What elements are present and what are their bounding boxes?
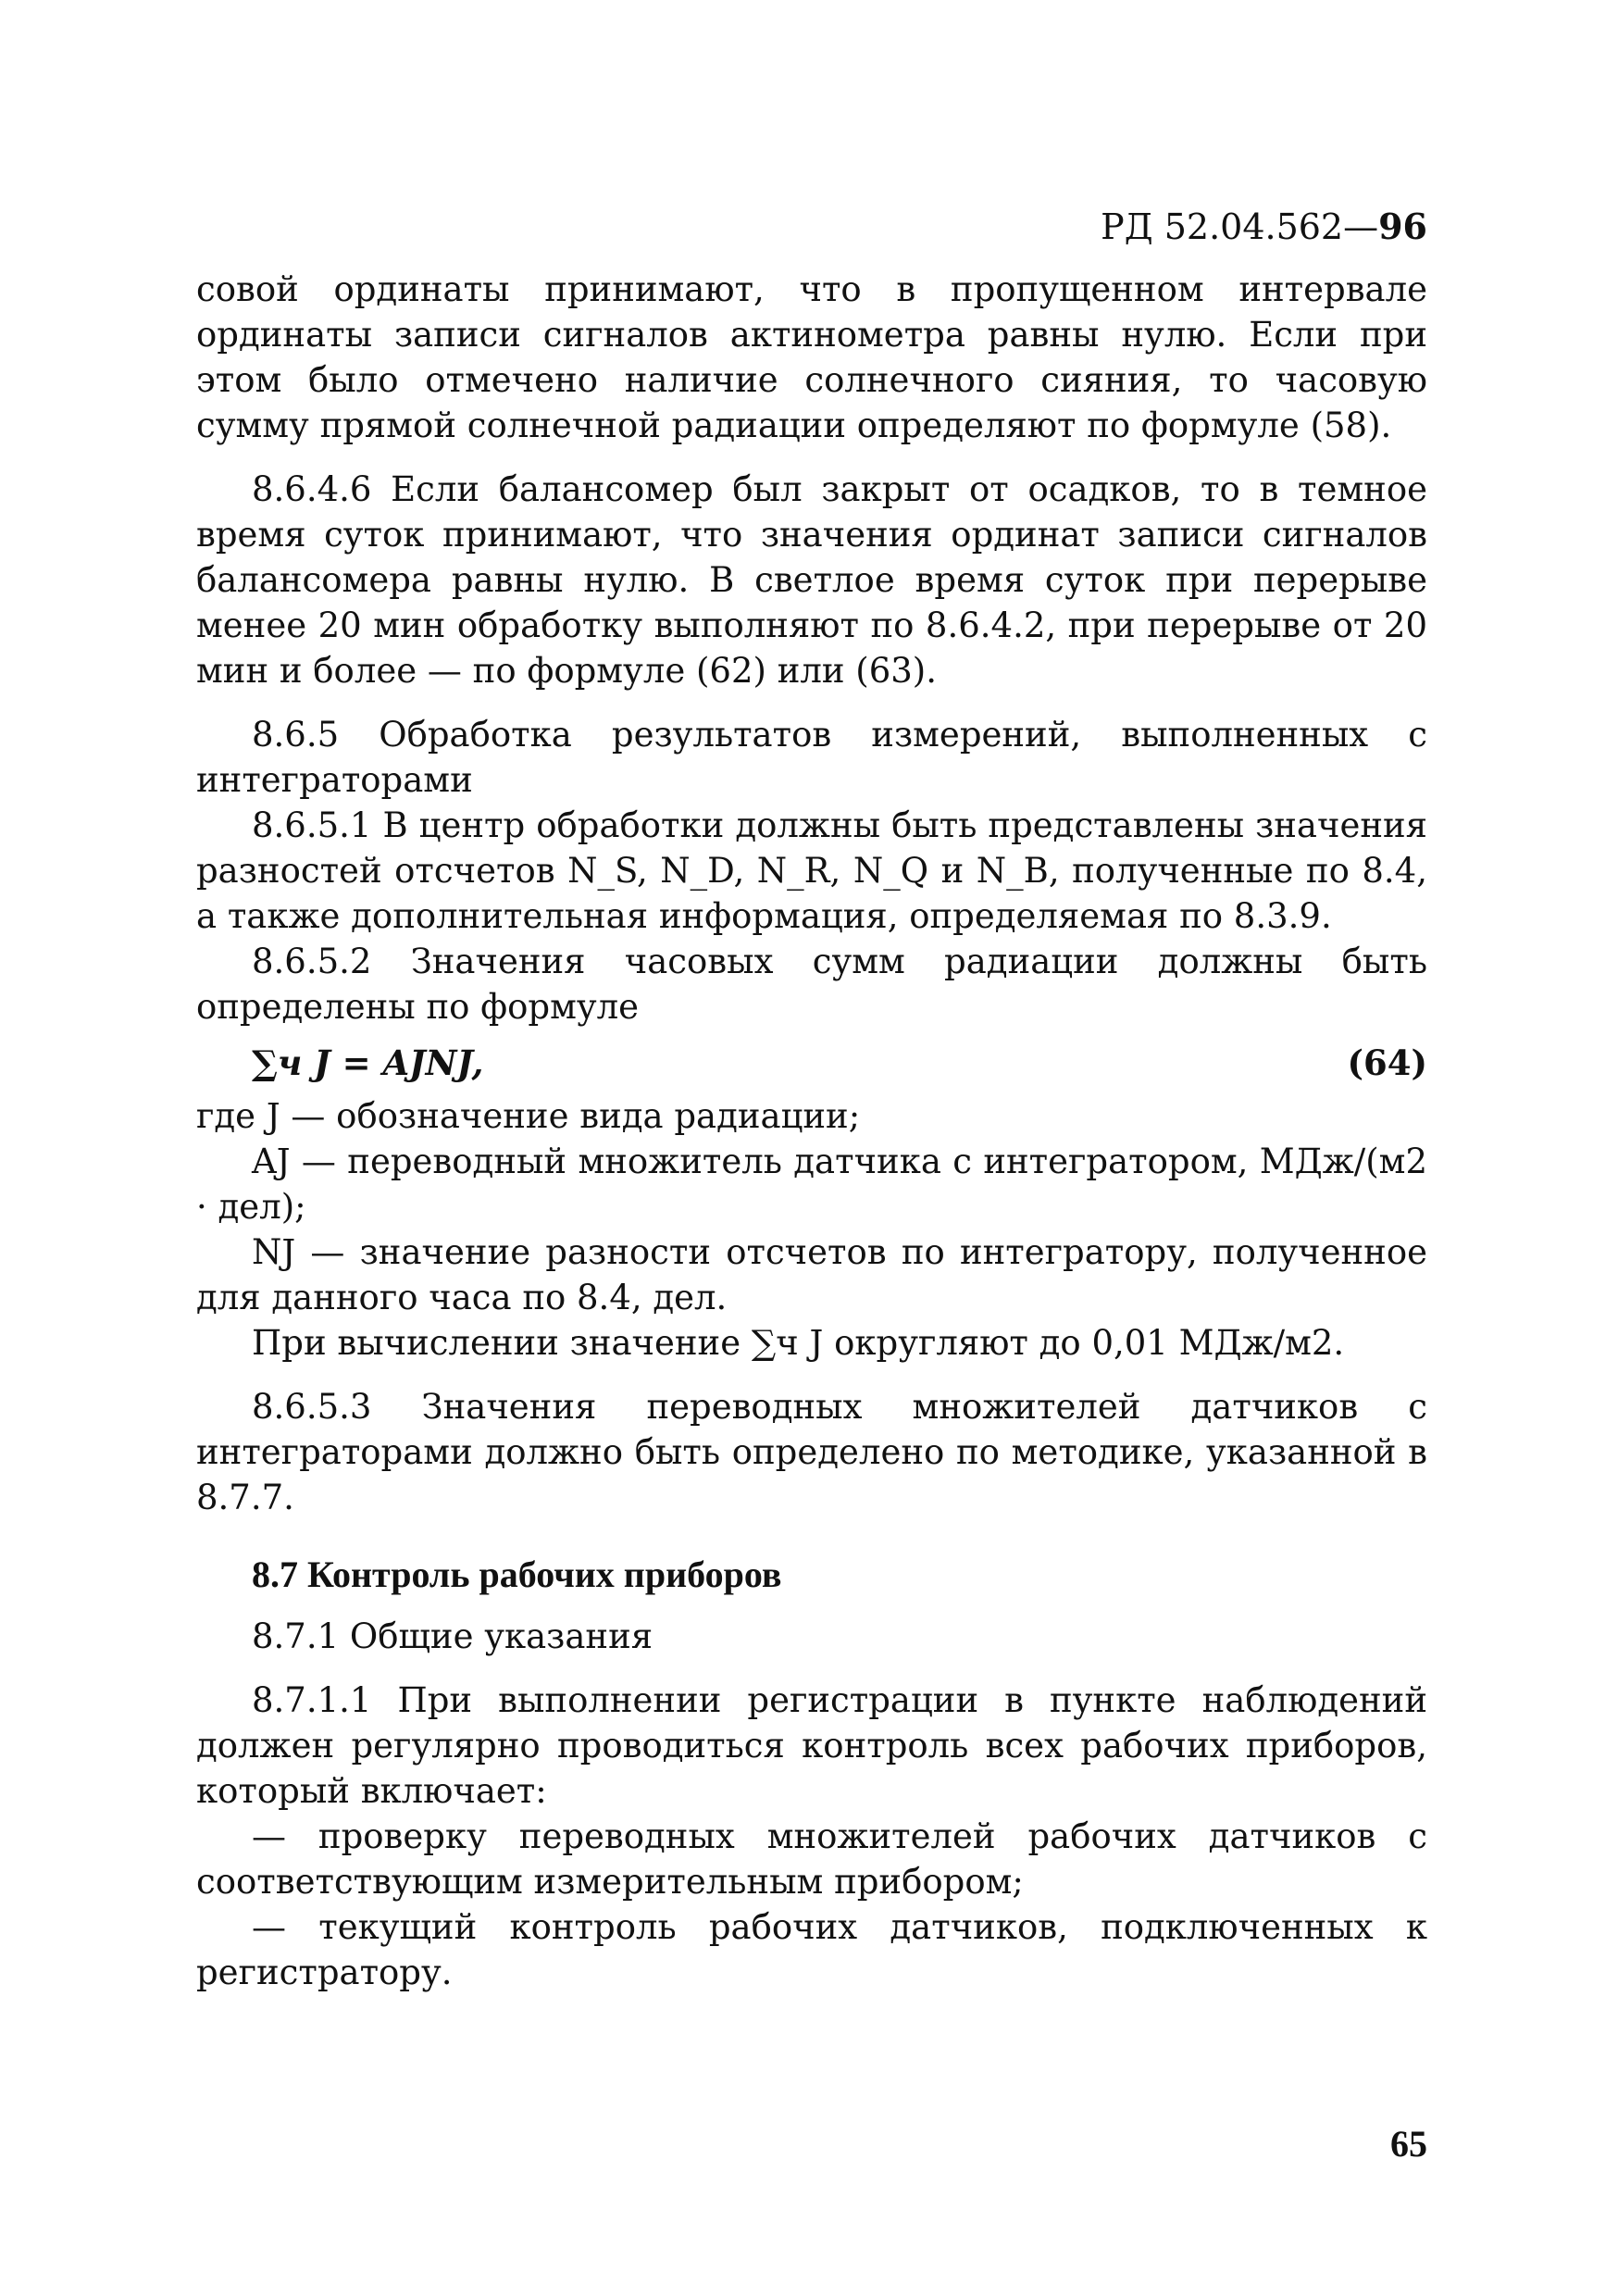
paragraph-8-6-5: 8.6.5 Обработка результатов измерений, выполненных с интеграторами (196, 715, 1427, 800)
section-title-8-7: 8.7 Контроль рабочих приборов (252, 1554, 782, 1595)
paragraph-8-6-5-1: 8.6.5.1 В центр обработки должны быть представлены значения разностей отсчетов N_S, N_D, N_R, N_Q и N_B, полученные по 8.4, а также дополнительная информация, определяемая по 8.3.9. (196, 805, 1427, 936)
doc-year: 96 (1378, 206, 1427, 247)
list-item-check-multipliers: — проверку переводных множителей рабочих датчиков с соответствующим измерительным прибором; (196, 1816, 1427, 1902)
paragraph-8-6-5-3: 8.6.5.3 Значения переводных множителей датчиков с интеграторами должно быть определено по методике, указанной в 8.7.7. (196, 1387, 1427, 1517)
paragraph-continuation: совой ординаты принимают, что в пропущенном интервале ординаты записи сигналов актинометра равны нулю. Если при этом было отмечено наличие солнечного сияния, то часовую сумму прямой солнечной радиации определяют по формуле (58). (196, 269, 1427, 445)
definition-aj: AJ — переводный множитель датчика с интегратором, МДж/(м2 · дел); (196, 1142, 1427, 1227)
list-item-current-control: — текущий контроль рабочих датчиков, подключенных к регистратору. (196, 1907, 1427, 1992)
paragraph-8-7-1: 8.7.1 Общие указания (252, 1616, 653, 1656)
paragraph-8-6-4-6: 8.6.4.6 Если балансомер был закрыт от осадков, то в темное время суток принимают, что значения ординат записи сигналов балансомера равны нулю. В светлое время суток при перерыве менее 20 мин обработку выполняют по 8.6.4.2, при перерыве от 20 мин и более — по формуле (62) или (63). (196, 469, 1427, 691)
definition-j: где J — обозначение вида радиации; (196, 1096, 861, 1136)
formula-number: (64) (1347, 1042, 1427, 1083)
formula-64 (196, 1041, 1427, 1086)
rounding-note: При вычислении значение ∑ч J округляют до 0,01 МДж/м2. (252, 1323, 1345, 1363)
formula-expression: ∑ч J = AJNJ, (252, 1042, 484, 1083)
document-page (196, 204, 1427, 1995)
paragraph-8-7-1-1: 8.7.1.1 При выполнении регистрации в пункте наблюдений должен регулярно проводиться контроль всех рабочих приборов, который включает: (196, 1680, 1427, 1811)
document-header (196, 204, 1427, 250)
doc-id: РД 52.04.562— (1101, 206, 1379, 247)
page-number: 65 (1390, 2123, 1427, 2165)
paragraph-8-6-5-2: 8.6.5.2 Значения часовых сумм радиации должны быть определены по формуле (196, 942, 1427, 1027)
definition-nj: NJ — значение разности отсчетов по интегратору, полученное для данного часа по 8.4, дел. (196, 1232, 1427, 1317)
